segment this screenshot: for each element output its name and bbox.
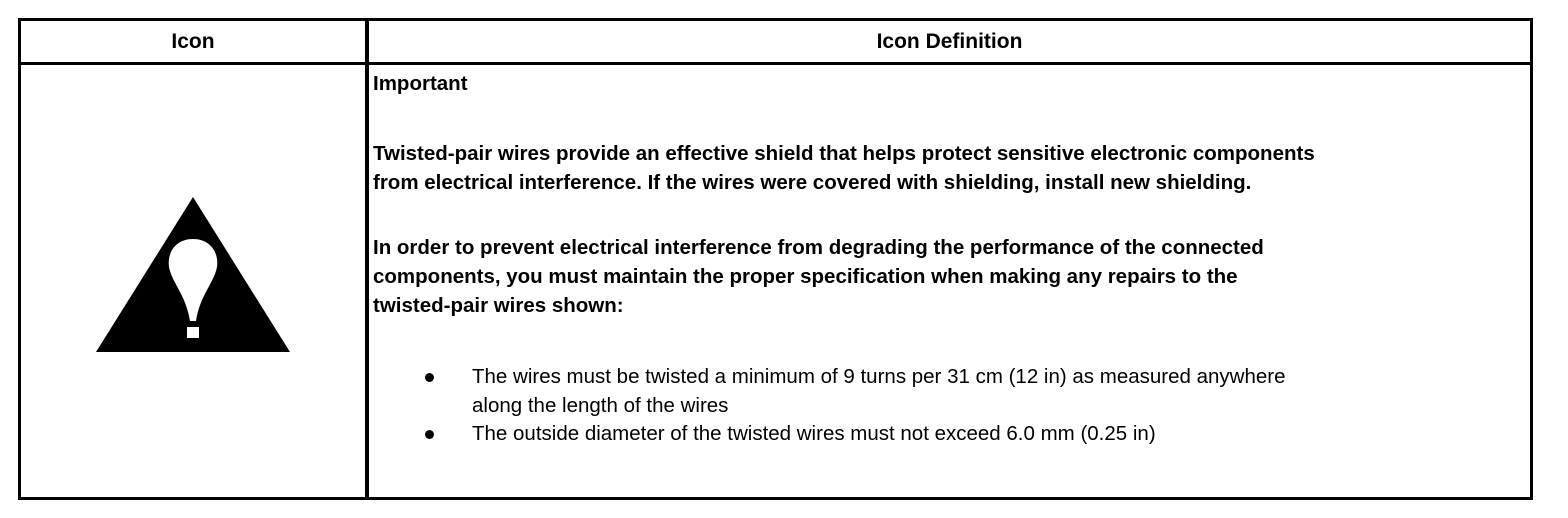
bullet-1-line-2: along the length of the wires — [472, 393, 729, 417]
list-item — [371, 420, 1286, 449]
definition-cell — [371, 65, 1526, 497]
icon-cell — [21, 65, 365, 497]
paragraph-2-line-1: In order to prevent electrical interference from degrading the performance of the connected — [373, 236, 1264, 259]
column-header-icon: Icon — [171, 30, 215, 53]
caution-triangle-icon — [96, 197, 290, 355]
column-header-icon-definition: Icon Definition — [876, 30, 1023, 53]
bullet-icon — [425, 430, 434, 439]
specification-list — [371, 363, 1286, 449]
column-divider — [365, 21, 369, 497]
paragraph-1-line-2: from electrical interference. If the wires were covered with shielding, install new shielding. — [373, 171, 1252, 194]
important-title: Important — [373, 72, 468, 95]
paragraph-2-line-3: twisted-pair wires shown: — [373, 294, 624, 317]
paragraph-2-line-2: components, you must maintain the proper specification when making any repairs to the — [373, 265, 1238, 288]
list-item — [371, 363, 1286, 420]
paragraph-1-line-1: Twisted-pair wires provide an effective shield that helps protect sensitive electronic components — [373, 142, 1315, 165]
bullet-2-line-1: The outside diameter of the twisted wires must not exceed 6.0 mm (0.25 in) — [472, 422, 1156, 445]
bullet-icon — [425, 373, 434, 382]
bullet-1-line-1: The wires must be twisted a minimum of 9 turns per 31 cm (12 in) as measured anywhere — [472, 365, 1286, 388]
icon-definition-table — [18, 18, 1533, 500]
